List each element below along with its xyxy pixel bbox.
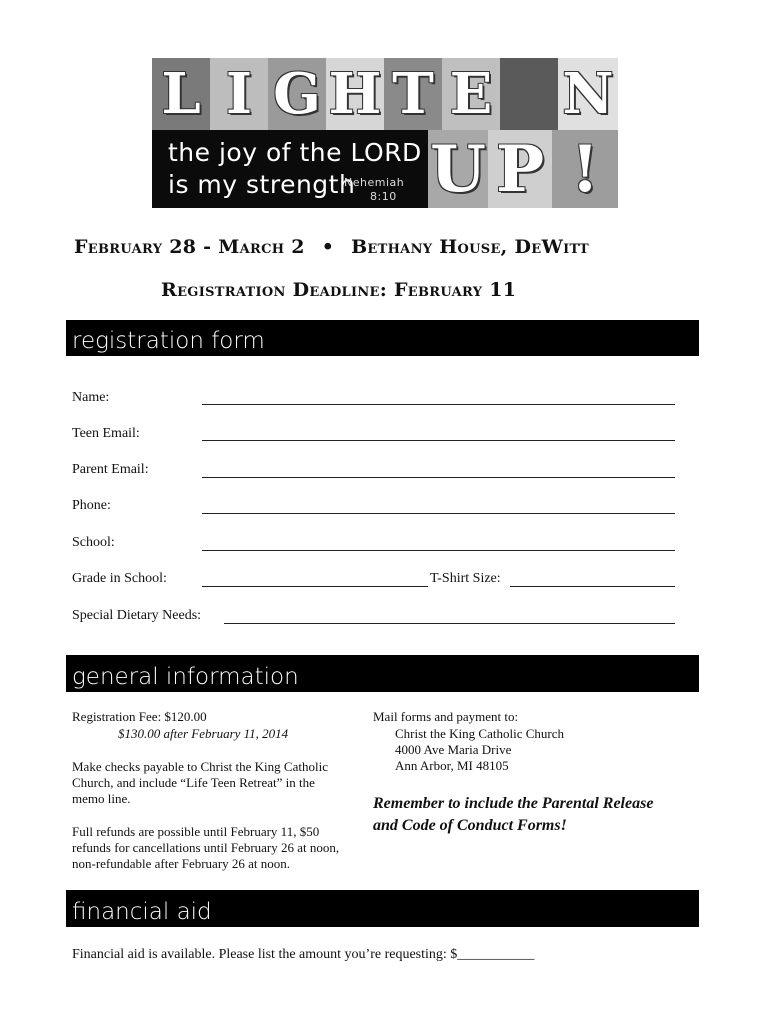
event-banner xyxy=(152,58,618,208)
section-header-general: general information xyxy=(66,655,699,692)
mail-address-line-2: 4000 Ave Maria Drive xyxy=(395,742,512,757)
tshirt-label: T-Shirt Size: xyxy=(430,571,501,586)
phone-label: Phone: xyxy=(72,498,111,513)
teen-email-label: Teen Email: xyxy=(72,426,140,441)
registration-deadline: Registration Deadline: February 11 xyxy=(161,279,517,301)
mail-heading: Mail forms and payment to: xyxy=(373,709,519,724)
late-fee: $130.00 after February 11, 2014 xyxy=(118,726,289,741)
reminder-line-1: Remember to include the Parental Release xyxy=(373,795,654,812)
banner-letter: U xyxy=(428,130,488,208)
parent-email-field[interactable] xyxy=(202,477,675,478)
registration-fee: Registration Fee: $120.00 xyxy=(72,709,207,724)
checks-line-2: Church, and include “Life Teen Retreat” in the xyxy=(72,775,315,790)
school-field[interactable] xyxy=(202,550,675,551)
dietary-field[interactable] xyxy=(224,623,675,624)
refund-line-2: refunds for cancellations until February 26 at noon, xyxy=(72,840,340,855)
mail-address-line-1: Christ the King Catholic Church xyxy=(395,726,564,741)
checks-line-3: memo line. xyxy=(72,791,131,806)
refund-line-3: non-refundable after February 26 at noon. xyxy=(72,856,291,871)
dietary-label: Special Dietary Needs: xyxy=(72,608,202,623)
section-header-registration: registration form xyxy=(66,320,699,356)
school-label: School: xyxy=(72,535,115,550)
scripture-book: Nehemiah xyxy=(344,176,405,189)
event-dates: February 28 - March 2 xyxy=(74,236,305,258)
event-location: Bethany House, DeWitt xyxy=(351,236,589,258)
banner-letter: I xyxy=(210,58,268,130)
grade-field[interactable] xyxy=(202,586,428,587)
checks-line-1: Make checks payable to Christ the King Catholic xyxy=(72,759,328,774)
name-field[interactable] xyxy=(202,404,675,405)
financial-aid-text[interactable]: Financial aid is available. Please list the amount you’re requesting: $___________ xyxy=(72,947,535,962)
bullet-separator: • xyxy=(321,236,335,258)
banner-letter: P xyxy=(488,130,552,208)
banner-tagline xyxy=(152,130,428,208)
tagline-line-1: the joy of the LORD xyxy=(168,138,422,167)
teen-email-field[interactable] xyxy=(202,440,675,441)
mail-address-line-3: Ann Arbor, MI 48105 xyxy=(395,758,509,773)
banner-letter: T xyxy=(384,58,442,130)
banner-letter: E xyxy=(442,58,500,130)
name-label: Name: xyxy=(72,390,110,405)
scripture-verse: 8:10 xyxy=(370,190,397,203)
banner-letter: ! xyxy=(552,130,618,208)
grade-label: Grade in School: xyxy=(72,571,167,586)
phone-field[interactable] xyxy=(202,513,675,514)
banner-letter: G xyxy=(268,58,326,130)
event-dates-location xyxy=(74,236,704,258)
banner-letter: H xyxy=(326,58,384,130)
reminder-line-2: and Code of Conduct Forms! xyxy=(373,817,567,834)
banner-letter: L xyxy=(152,58,210,130)
refund-line-1: Full refunds are possible until February 11, $50 xyxy=(72,824,320,839)
banner-letter: N xyxy=(558,58,618,130)
section-header-financial: financial aid xyxy=(66,890,699,927)
tagline-line-2: is my strength xyxy=(168,170,356,199)
tshirt-field[interactable] xyxy=(510,586,675,587)
reminder-note xyxy=(373,793,693,837)
parent-email-label: Parent Email: xyxy=(72,462,149,477)
